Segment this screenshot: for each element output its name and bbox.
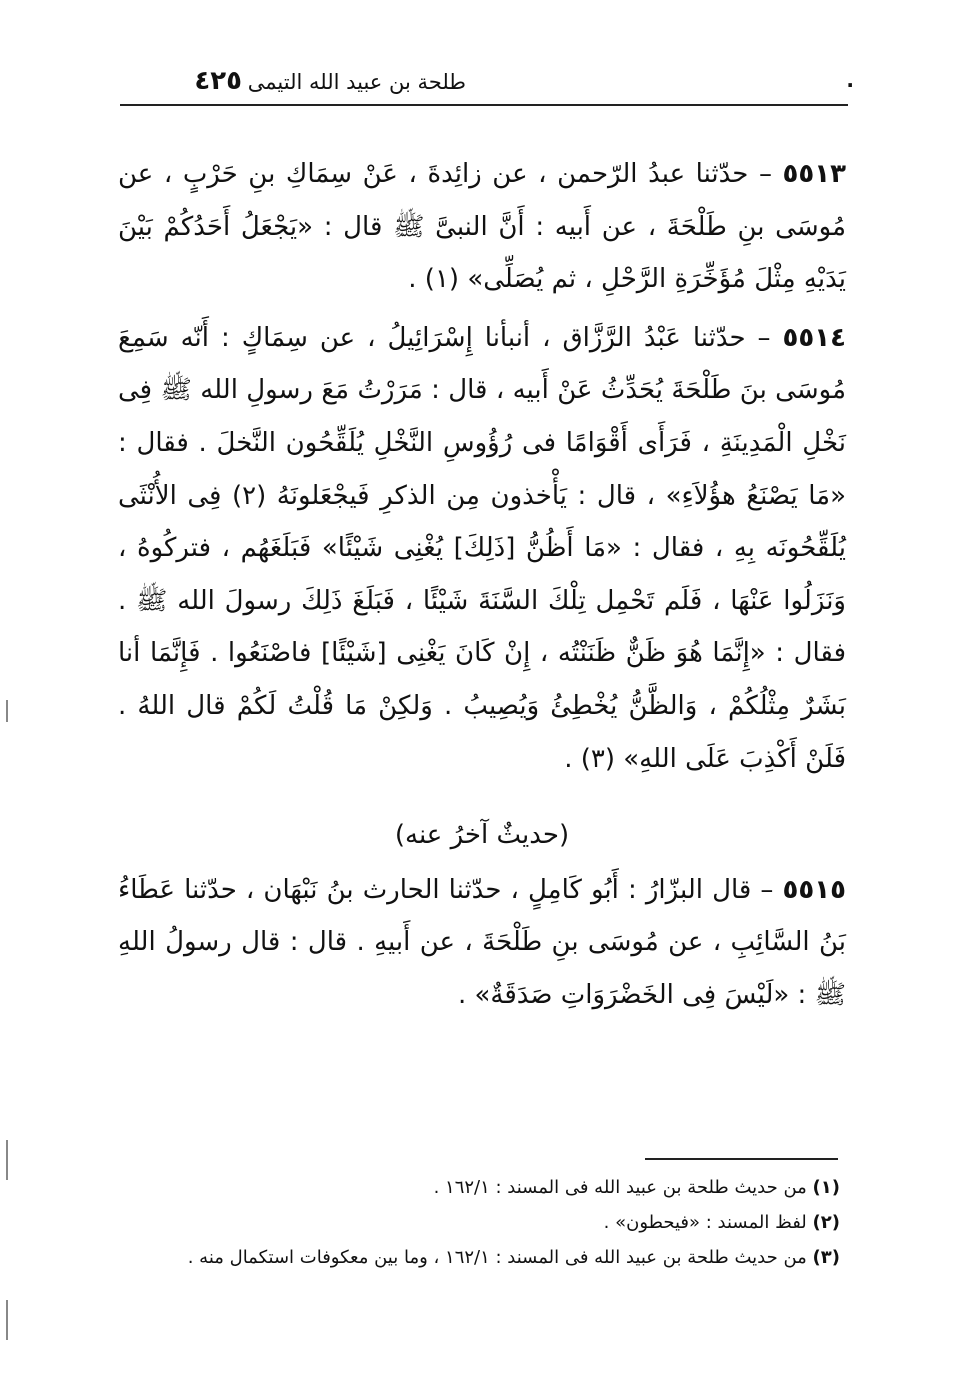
scan-edge-mark: [6, 700, 8, 722]
page-number: ٤٢٥: [194, 66, 242, 96]
hadith-paragraph: [118, 148, 846, 306]
main-text: [118, 148, 846, 1022]
header-title: طلحة بن عبيد الله التيمى: [247, 70, 466, 94]
footnote-number: (١): [812, 1177, 840, 1198]
section-heading: (حديثٌ آخرُ عنه): [394, 820, 570, 851]
hadith-number: ٥٥١٥: [782, 874, 846, 905]
footnote-number: (٣): [812, 1247, 840, 1268]
hadith-dash: –: [745, 322, 783, 353]
footnote-2: [118, 1205, 840, 1240]
scan-edge-mark: [6, 1140, 8, 1180]
hadith-number: ٥٥١٣: [782, 159, 847, 189]
hadith-5515: [118, 864, 846, 1022]
hadith-paragraph: [118, 312, 846, 785]
hadith-5514: [118, 312, 846, 785]
hadith-5513: [118, 148, 846, 306]
footnote-3: [118, 1240, 840, 1275]
footnote-rule: [645, 1158, 838, 1160]
hadith-text: قال البزّارُ : أَبُو كَامِلٍ ، حدّثنا الحارث بنُ نَبْهَان ، حدّثنا عَطَاءُ بَنُ السَّائِبِ ، عن مُوسَى بنِ طَلْحَةَ ، عن أَبيهِ . قال : قال رسولُ اللهِ ﷺ : «لَيْسَ فِى الخَضْرَوَاتِ صَدَقَةٌ» .: [118, 874, 846, 1010]
footnote-text: من حديث طلحة بن عبيد الله فى المسند : ١٦٢/١ .: [433, 1177, 807, 1198]
hadith-text: حدّثنا عبدُ الرّحمن ، عن زائِدةَ ، عَنْ سِمَاكِ بنِ حَرْبٍ ، عن مُوسَى بنِ طَلْحَةَ ، عن أَبيه : أَنَّ النبىَّ ﷺ قال : «يَجْعَلُ أَحَدُكُمْ بَيْنَ يَدَيْهِ مِثْلَ مُؤَخِّرَةِ الرَّحْلِ ، ثم يُصَلِّى» (١) .: [118, 159, 846, 295]
hadith-number: ٥٥١٤: [782, 322, 846, 353]
footnote-1: [118, 1170, 840, 1205]
hadith-dash: –: [751, 874, 783, 905]
running-header: [120, 66, 854, 102]
hadith-text: حدّثنا عَبْدُ الرَّزَّاق ، أنبأنا إِسْرَائِيلُ ، عن سِمَاكٍ : أَنّه سَمِعَ مُوسَى بنَ طَلْحَةَ يُحَدِّثُ عَنْ أَبيه ، قال : مَرَرْتُ مَعَ رسولِ الله ﷺ فِى نَخْلِ الْمَدِينَةِ ، فَرَأَى أَقْوَامًا فى رُؤُوسِ النَّخْلِ يُلَقِّحُون النَّخلَ . فقال : «مَا يَصْنَعُ هؤُلاَءِ» ، قال : يَأْخذون مِن الذكرِ فَيجْعَلونَهُ (٢) فِى الأُنْثَى يُلَقِّحُونَه بِهِ ، فقال : «مَا أَظُنُّ [ذَلِكَ] يُغْنِى شَيْئًا» فَبَلَغَهُم ، فتركُوهُ ، وَنَزَلُوا عَنْهَا ، فَلَم تَحْمِل تِلْكَ السَّنَةَ شَيْئًا ، فَبَلَغَ ذَلِكَ رسولَ الله ﷺ . فقال : «إِنَّمَا هُوَ ظَنٌّ ظَنَنْتُه ، إِنْ كَانَ يَغْنِى [شَيْئًا] فاصْنَعُوا . فَإِنَّمَا أنا بَشَرٌ مِثْلُكُمْ ، وَالظَّنُّ يُخْطِئُ وَيُصِيبُ . وَلكِنْ مَا قُلْتُ لَكُمْ قال اللهُ . فَلَنْ أَكْذِبَ عَلَى اللهِ» (٣) .: [118, 322, 846, 774]
footnote-text: من حديث طلحة بن عبيد الله فى المسند : ١٦٢/١ ، وما بين معكوفات استكمال منه .: [187, 1247, 807, 1268]
hadith-dash: –: [748, 159, 783, 189]
footnote-number: (٢): [812, 1212, 840, 1233]
footnotes: [118, 1170, 840, 1275]
hadith-paragraph: [118, 864, 846, 1022]
header-rule: [120, 104, 848, 106]
scan-edge-mark: [6, 1300, 8, 1340]
header-dot: .: [846, 68, 854, 92]
footnote-text: لفظ المسند : «فيحطون» .: [603, 1212, 807, 1233]
